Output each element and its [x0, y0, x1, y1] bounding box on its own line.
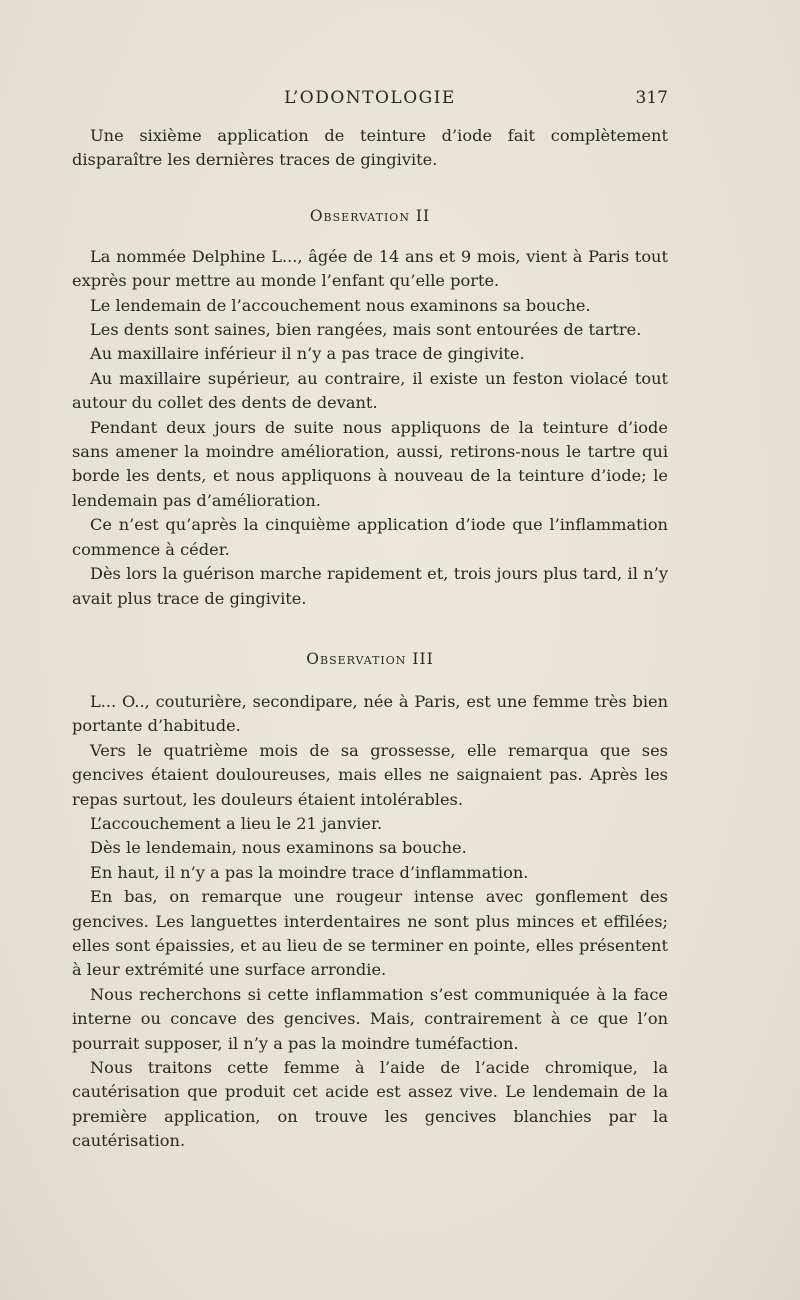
paragraph: En bas, on remarque une rougeur intense avec gonflement des gencives. Les languettes interdentaires ne sont plus minces et effilées; elles sont épaissies, et au lieu de se terminer en pointe, elles présentent à leur extrémité une surface arrondie. — [72, 887, 668, 980]
paragraph: Dès le lendemain, nous examinons sa bouche. — [90, 838, 467, 858]
paragraph: L... O.., couturière, secondipare, née à Paris, est une femme très bien portante d’habitude. — [72, 691, 668, 736]
paragraph: Ce n’est qu’après la cinquième application d’iode que l’inflammation commence à céder. — [72, 515, 668, 559]
paragraph: Dès lors la guérison marche rapidement et, trois jours plus tard, il n’y avait plus trace de gingivite. — [72, 564, 668, 608]
paragraph: Nous traitons cette femme à l’aide de l’acide chromique, la cautérisation que produit cet acide est assez vive. Le lendemain de la première application, on trouve les gencives blanchies par la cautérisation. — [72, 1058, 668, 1151]
paragraph: Pendant deux jours de suite nous appliquons de la teinture d’iode sans amener la moindre amélioration, aussi, retirons-nous le tartre qui borde les dents, et nous appliquons à nouveau de la teinture d’iode; le lendemain pas d’amélioration. — [72, 417, 668, 510]
page-number: 317 — [635, 88, 668, 108]
page-body — [72, 124, 668, 1154]
paragraph: En haut, il n’y a pas la moindre trace d’inflammation. — [90, 862, 529, 882]
paragraph: L’accouchement a lieu le 21 janvier. — [90, 813, 383, 833]
paragraph: Vers le quatrième mois de sa grossesse, elle remarqua que ses gencives étaient douloureuses, mais elles ne saignaient pas. Après les repas surtout, les douleurs étaient intolérables. — [72, 740, 668, 809]
paragraph: Les dents sont saines, bien rangées, mais sont entourées de tartre. — [90, 320, 642, 340]
paragraph: Le lendemain de l’accouchement nous examinons sa bouche. — [90, 295, 591, 315]
paragraph: Nous recherchons si cette inflammation s’est communiquée à la face interne ou concave des gencives. Mais, contrairement à ce que l’on pourrait supposer, il n’y a pas la moindre tuméfaction. — [72, 984, 668, 1053]
section-heading-observation-2: Observation II — [309, 206, 431, 225]
paragraph: Au maxillaire supérieur, au contraire, il existe un feston violacé tout autour du collet des dents de devant. — [72, 368, 668, 413]
running-title: L’ODONTOLOGIE — [284, 88, 456, 108]
paragraph: Une sixième application de teinture d’iode fait complètement disparaître les dernières traces de gingivite. — [72, 126, 668, 170]
paragraph: La nommée Delphine L..., âgée de 14 ans et 9 mois, vient à Paris tout exprès pour mettre au monde l’enfant qu’elle porte. — [72, 246, 668, 291]
page-header — [72, 88, 668, 112]
section-heading-observation-3: Observation III — [306, 649, 434, 668]
paragraph: Au maxillaire inférieur il n’y a pas trace de gingivite. — [90, 344, 525, 364]
